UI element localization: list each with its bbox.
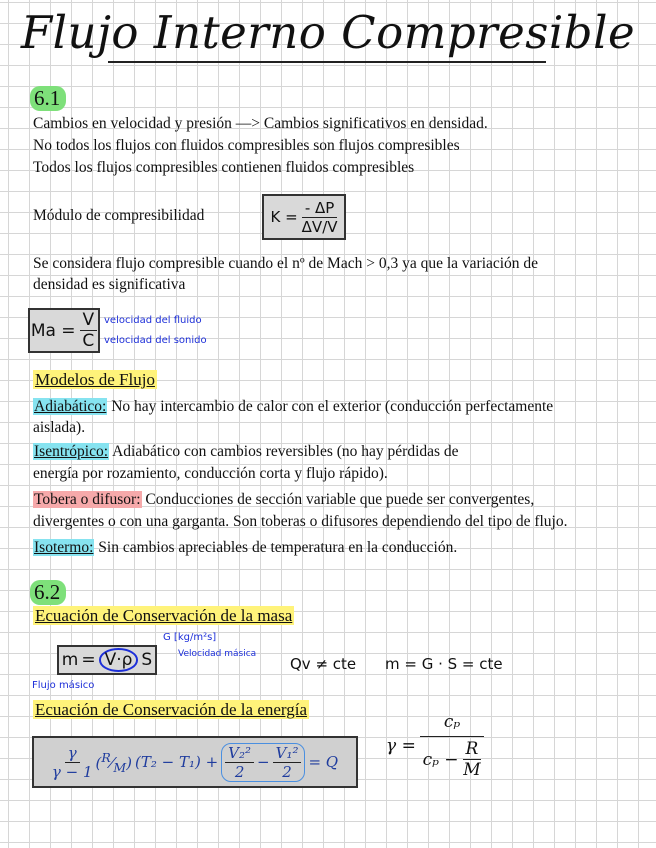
masa-note-vel: Velocidad másica: [178, 649, 257, 659]
mach-note-2: velocidad del sonido: [104, 335, 207, 346]
section-6-1-badge: 6.1: [30, 86, 66, 111]
energia-q: = Q: [308, 753, 339, 771]
mach-note-1: velocidad del fluido: [104, 315, 202, 326]
energia-gamma-frac: [52, 744, 93, 781]
energia-heading-text: Ecuación de Conservación de la energía: [35, 700, 308, 719]
text-line-2: No todos los flujos con fluidos compresibles son flujos compresibles: [33, 137, 460, 154]
gamma-num: cₚ: [420, 712, 484, 737]
energia-temps: (T₂ − T₁) +: [134, 753, 219, 771]
desc-tobera-1: Conducciones de sección variable que puede ser convergentes,: [141, 491, 535, 508]
masa-vrho-circle: V·ρ: [99, 648, 139, 672]
desc-tobera-2: divergentes o con una garganta. Son toberas o difusores dependiendo del tipo de flujo.: [33, 513, 568, 530]
mach-text-2: densidad es significativa: [33, 276, 186, 293]
modelo-tobera: [33, 489, 534, 511]
masa-s: S: [141, 650, 153, 670]
desc-adiabatico-2: aislada).: [33, 419, 86, 436]
modulo-num: - ΔP: [302, 199, 338, 218]
energia-v2-frac: [225, 744, 254, 781]
energia-gamma: γ: [65, 744, 80, 763]
modulo-den: ΔV/V: [301, 217, 338, 236]
energia-velocity-group: [221, 743, 305, 782]
masa-note-g: G [kg/m²s]: [163, 632, 217, 643]
mgs-expression: m = G · S = cte: [385, 655, 503, 673]
masa-heading-text: Ecuación de Conservación de la masa: [35, 606, 293, 625]
gamma-rm-frac: [463, 739, 482, 780]
masa-rho: ρ: [121, 650, 133, 670]
masa-v: V: [104, 650, 117, 670]
modulo-label: Módulo de compresibilidad: [33, 207, 205, 224]
gamma-m: M: [463, 760, 481, 780]
masa-eq: =: [81, 650, 96, 670]
section-6-2-badge: 6.2: [30, 580, 66, 605]
energia-rm: $(^R⁄_M)$: [95, 749, 132, 775]
energia-v1: V₁²: [273, 744, 302, 763]
term-isotermo: Isotermo:: [34, 539, 94, 556]
text-line-1: Cambios en velocidad y presión —> Cambios significativos en densidad.: [33, 115, 488, 132]
modulo-formula-box: [262, 194, 346, 240]
modulo-lhs: K =: [270, 208, 298, 226]
mach-formula-box: [28, 308, 100, 353]
title-underline: [108, 61, 546, 63]
qv-expression: Qv ≠ cte: [290, 655, 357, 673]
desc-adiabatico-1: No hay intercambio de calor con el exterior (conducción perfectamente: [107, 398, 554, 415]
gamma-den-left: cₚ −: [422, 749, 459, 770]
modelo-isentropico: [33, 441, 459, 463]
term-adiabatico: Adiabático:: [34, 398, 107, 415]
masa-note-flujo: Flujo másico: [32, 680, 95, 691]
text-line-3: Todos los flujos compresibles contienen fluidos compresibles: [33, 159, 415, 176]
energia-m: M: [113, 759, 127, 775]
energia-v1-den: 2: [282, 762, 292, 781]
energia-formula-box: [32, 736, 358, 788]
masa-m: m: [61, 650, 79, 670]
energia-heading: [33, 700, 309, 720]
term-isentropico: Isentrópico:: [34, 443, 109, 460]
energia-v2: V₂²: [225, 744, 254, 763]
term-tobera: Tobera o difusor:: [34, 491, 141, 508]
energia-r: R: [101, 749, 111, 765]
masa-formula-box: [57, 645, 157, 675]
mach-fraction: [80, 310, 98, 351]
energia-gamma-m1: γ − 1: [51, 762, 93, 781]
modelos-heading: [33, 370, 157, 390]
gamma-r: R: [463, 739, 482, 760]
mach-num: V: [80, 310, 98, 331]
page-title: Flujo Interno Compresible: [20, 6, 636, 59]
masa-heading: [33, 606, 294, 626]
gamma-den: [423, 737, 482, 780]
gamma-fraction: [420, 712, 484, 780]
energia-v1-frac: [273, 744, 302, 781]
desc-isotermo: Sin cambios apreciables de temperatura en la conducción.: [94, 539, 458, 556]
desc-isentropico-2: energía por rozamiento, conducción corta y flujo rápido).: [33, 465, 388, 482]
modelo-adiabatico: [33, 396, 553, 418]
gamma-lhs: γ =: [386, 736, 416, 756]
modelo-isotermo: [33, 537, 457, 559]
mach-lhs: Ma =: [30, 320, 76, 341]
mach-den: C: [82, 331, 95, 351]
gamma-definition: [386, 712, 484, 780]
modelos-heading-text: Modelos de Flujo: [35, 370, 155, 389]
energia-v2-den: 2: [234, 762, 245, 781]
modulo-fraction: [302, 199, 338, 236]
mach-text-1: Se considera flujo compresible cuando el nº de Mach > 0,3 ya que la variación de: [33, 255, 539, 272]
desc-isentropico-1: Adiabático con cambios reversibles (no hay pérdidas de: [109, 443, 459, 460]
energia-minus: −: [257, 753, 270, 771]
